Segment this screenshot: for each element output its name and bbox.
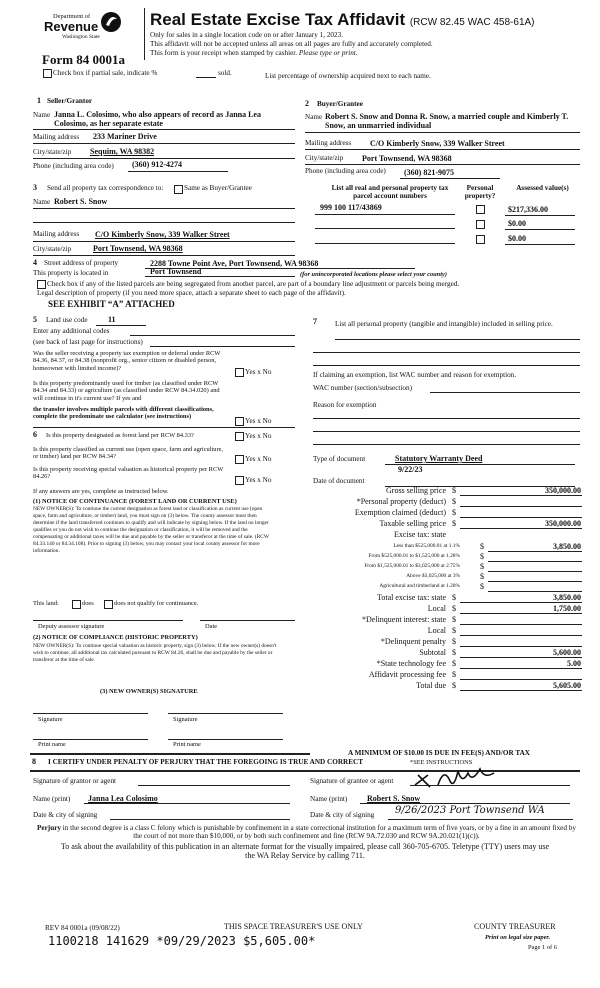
tax-row-dollar: $: [452, 625, 456, 635]
does-label: does: [82, 600, 94, 607]
tax-row-label: Agricultural and timberland at 1.28%: [379, 583, 460, 590]
tax-row-label: Gross selling price: [386, 486, 446, 495]
grantee-signature-icon: [410, 763, 500, 791]
tax-row-line: [488, 551, 582, 552]
seller-city-label: City/state/zip: [33, 148, 72, 156]
personal-property-checkbox[interactable]: [476, 205, 485, 214]
q-timber-bold: the transfer involves multiple parcels with different classifications, complete the predominate use calculator (see instructions): [33, 406, 214, 421]
tax-row-dollar: $: [480, 582, 484, 592]
tax-row-line: [460, 657, 582, 658]
street-label: Street address of property: [44, 259, 119, 267]
tax-row-dollar: $: [452, 636, 456, 646]
section1-num: 1: [37, 96, 41, 105]
header-note2: This affidavit will not be accepted unless all areas on all pages are fully and accurately completed.: [150, 40, 433, 48]
personal-line-3[interactable]: [313, 365, 580, 366]
grantee-print-label: Name (print): [310, 795, 348, 803]
header-note1: Only for sales in a single location code on or after January 1, 2023.: [150, 31, 344, 39]
current-use-yes-no: Yes x No: [245, 455, 272, 463]
additional-codes-label: Enter any additional codes: [33, 327, 110, 335]
grantee-print-value[interactable]: Robert S. Snow: [367, 794, 421, 803]
tax-row-line: [460, 635, 582, 636]
form-number: Form 84 0001a: [42, 52, 126, 67]
corr-name-line: [33, 208, 295, 209]
tax-row-line: [460, 613, 582, 614]
buyer-name-line: [305, 132, 580, 133]
dept-line1: Department of: [53, 13, 91, 20]
tax-row-dollar: $: [480, 572, 484, 582]
note3-text: This form is your receipt when stamped by cashier.: [150, 49, 298, 57]
section3-num: 3: [33, 183, 37, 192]
grantor-date-line[interactable]: [110, 819, 290, 820]
rcw-text: (RCW 82.45 WAC 458-61A): [409, 17, 535, 28]
buyer-heading: Buyer/Grantee: [317, 100, 363, 108]
assessed-value[interactable]: $0.00: [508, 234, 526, 243]
deputy-signature-line[interactable]: [33, 620, 183, 621]
grantor-sig-label: Signature of grantor or agent: [33, 777, 117, 785]
dept-line3: Washington State: [62, 34, 100, 40]
wac-number-label: WAC number (section/subsection): [313, 384, 413, 392]
notice2-title: (2) NOTICE OF COMPLIANCE (HISTORIC PROPERTY): [33, 634, 198, 641]
section8-top-rule: [30, 753, 310, 755]
minimum-due-note: A MINIMUM OF $10.00 IS DUE IN FEE(S) AND/OR TAX: [348, 749, 530, 757]
grantor-print-line: [84, 803, 290, 804]
revenue-logo-icon: [100, 10, 122, 34]
segregated-checkbox[interactable]: [37, 280, 46, 289]
tax-row-label: From $525,000.01 to $1,525,000 at 1.28%: [368, 552, 460, 559]
assessed-value[interactable]: $217,336.00: [508, 205, 548, 214]
tax-row-label: Local: [427, 603, 446, 613]
timber-yes-checkbox[interactable]: [235, 417, 244, 426]
tax-row-value[interactable]: 5.00: [567, 659, 581, 669]
see-last-page: (see back of last page for instructions): [33, 338, 143, 346]
forest-yes-checkbox[interactable]: [235, 432, 244, 441]
notice2-body: NEW OWNER(S): To continue special valuation as historic property, sign (3) below. If the new owner(s) doesn't wish to continue, all additional tax calculated pursuant to RCW 84.26, shall be due and payable by the seller or transferor at the time of sale.: [33, 643, 277, 664]
tax-row-line: [460, 690, 582, 691]
doc-date-value[interactable]: 9/22/23: [398, 465, 423, 474]
wac-exemption-note: If claiming an exemption, list WAC number and reason for exemption.: [313, 371, 517, 379]
parcel-col-assessed: Assessed value(s): [516, 184, 569, 192]
parcel-account-line[interactable]: [315, 228, 455, 229]
see-instructions-note: *SEE INSTRUCTIONS: [410, 759, 473, 766]
partial-sale-label: Check box if partial sale, indicate %: [53, 69, 158, 77]
partial-pct-line[interactable]: [196, 77, 216, 78]
tax-row-line: [460, 668, 582, 669]
seller-name-value[interactable]: Janna L. Colosimo, who also appears of record as Janna Lea Colosimo, as her separate estate: [54, 110, 261, 129]
seller-mailing-line: [33, 143, 295, 144]
tax-row-dollar: $: [452, 670, 456, 680]
seller-mailing-value[interactable]: 233 Mariner Drive: [93, 132, 157, 141]
reason-line-1[interactable]: [313, 418, 580, 419]
owner-print-label-1: Print name: [38, 741, 66, 748]
forest-yes-no: Yes x No: [245, 432, 272, 440]
rev-number: REV 84 0001a (09/08/22): [45, 924, 120, 932]
new-owner-signature-heading: (3) NEW OWNER(S) SIGNATURE: [100, 688, 198, 695]
section5-bottom-line: [33, 427, 295, 428]
tax-row-label: *Delinquent penalty: [380, 636, 446, 646]
if-yes-note: If any answers are yes, complete as instructed below.: [33, 488, 169, 495]
legal-size-note: Print on legal size paper.: [485, 934, 551, 941]
seller-phone-label: Phone (including area code): [33, 162, 114, 170]
tax-row-line: [488, 571, 582, 572]
section4-num: 4: [33, 258, 37, 267]
tax-row-value[interactable]: 350,000.00: [545, 519, 581, 529]
personal-line-1[interactable]: [335, 339, 580, 340]
tax-row-line: [460, 495, 582, 496]
buyer-name-label: Name: [305, 113, 323, 121]
tax-row-dollar: $: [480, 541, 484, 551]
header-note3: [150, 49, 358, 57]
located-value[interactable]: Port Townsend: [150, 267, 202, 276]
section7-num: 7: [313, 317, 317, 326]
historic-yes-no: Yes x No: [245, 476, 272, 484]
same-as-buyer-checkbox[interactable]: [174, 185, 183, 194]
page-number: Page 1 of 6: [528, 944, 557, 951]
tax-row-label: *State technology fee: [376, 659, 446, 669]
legal-description-label: Legal description of property (if you need more space, attach a separate sheet to each page of the affidavit).: [37, 289, 346, 297]
tax-row-value[interactable]: 5,605.00: [553, 681, 581, 691]
buyer-mailing-line: [305, 149, 580, 150]
section6-num: 6: [33, 430, 37, 439]
land-use-line: [96, 325, 146, 326]
corr-name-value[interactable]: Robert S. Snow: [54, 197, 108, 206]
assessed-line: [505, 215, 575, 216]
correspondence-label: Send all property tax correspondence to:: [47, 184, 164, 192]
tax-row-value[interactable]: 5,600.00: [553, 648, 581, 657]
tax-row-dollar: $: [452, 603, 456, 613]
unincorporated-note: (for unincorporated locations please select your county): [300, 271, 447, 278]
parcel-account[interactable]: 999 100 117/43869: [320, 203, 382, 212]
q-historic: Is this property receiving special valuation as historical property per RCW 84.26?: [33, 466, 224, 481]
tax-row-dollar: $: [452, 519, 456, 529]
tax-row-label: Local: [427, 625, 446, 635]
located-line: [145, 276, 295, 277]
buyer-phone-line: [400, 178, 500, 179]
timber-yes-no: Yes x No: [245, 417, 272, 425]
tax-row-line: [460, 646, 582, 647]
historic-yes-checkbox[interactable]: [235, 476, 244, 485]
tax-row-value[interactable]: 1,750.00: [553, 603, 581, 613]
seller-mailing-label: Mailing address: [33, 133, 80, 141]
owner-print-line-2[interactable]: [168, 739, 283, 740]
treasurer-stamp: 1100218 141629 *09/29/2023 $5,605.00*: [48, 934, 316, 948]
parcel-col-accounts: List all real and personal property tax parcel account numbers: [331, 184, 449, 201]
tax-row-label: Taxable selling price: [379, 519, 446, 529]
accessibility-note: To ask about the availability of this publication in an alternate format for the visually impaired, please call 360-705-6705. Teletype (TTY) users may use the WA Relay Service by calling 711.: [60, 842, 550, 861]
perjury-notice: [33, 824, 580, 841]
note3-italic: Please type or print.: [298, 49, 358, 57]
owner-signature-label-1: Signature: [38, 716, 63, 723]
assessed-line: [505, 229, 575, 230]
owner-print-line-1[interactable]: [33, 739, 148, 740]
tax-row-dollar: $: [452, 681, 456, 691]
doc-type-value[interactable]: Statutory Warranty Deed: [395, 454, 483, 463]
personal-property-checkbox[interactable]: [476, 220, 485, 229]
grantor-print-label: Name (print): [33, 795, 71, 803]
grantor-print-value[interactable]: Janna Lea Colosimo: [88, 794, 158, 803]
tax-row-label: Total excise tax: state: [377, 592, 446, 602]
seller-name-label: Name: [33, 111, 51, 119]
reason-line-3[interactable]: [313, 444, 580, 445]
corr-city-label: City/state/zip: [33, 245, 72, 253]
section2-num: 2: [305, 99, 309, 108]
doc-date-label: Date of document: [313, 477, 365, 485]
seller-name-line: [33, 129, 295, 130]
seller-city-value[interactable]: Sequim, WA 98382: [90, 147, 155, 156]
see-last-line: [150, 346, 295, 347]
grantee-print-line: [360, 803, 570, 804]
buyer-phone-label: Phone (including area code): [305, 167, 386, 175]
county-treasurer-label: COUNTY TREASURER: [474, 922, 556, 931]
assessed-line: [505, 244, 575, 245]
seller-city-line: [33, 158, 295, 159]
current-use-yes-checkbox[interactable]: [235, 455, 244, 464]
reason-line-2[interactable]: [313, 431, 580, 432]
tax-row-dollar: $: [452, 592, 456, 602]
personal-property-list-label: [335, 320, 580, 328]
tax-row-label: Exemption claimed (deduct): [354, 508, 446, 518]
owner-print-label-2: Print name: [173, 741, 201, 748]
tax-row-line: [488, 561, 582, 562]
grantee-date-label: Date & city of signing: [310, 811, 375, 819]
buyer-city-value[interactable]: Port Townsend, WA 98368: [362, 154, 452, 163]
exemption-yes-no: Yes x No: [245, 368, 272, 376]
deputy-date-label: Date: [205, 623, 218, 630]
this-land-label: This land:: [33, 600, 59, 607]
treasurer-use-label: THIS SPACE TREASURER'S USE ONLY: [224, 922, 363, 931]
personal-property-checkbox[interactable]: [476, 235, 485, 244]
parcel-col-personal: Personal property?: [464, 184, 496, 201]
tax-row-line: [460, 679, 582, 680]
parcel-account-line[interactable]: [315, 243, 455, 244]
buyer-city-line: [305, 164, 580, 165]
segregated-label: Check box if any of the listed parcels are being segregated from another parcel, are part of a boundary line adjustment or parcels being merged.: [47, 280, 460, 288]
corr-mailing-label: Mailing address: [33, 230, 80, 238]
buyer-phone-value[interactable]: (360) 821-9075: [404, 168, 454, 177]
reason-label: Reason for exemption: [313, 401, 377, 409]
dept-revenue: Revenue: [44, 19, 99, 34]
deputy-date-line[interactable]: [200, 620, 295, 621]
corr-city-line: [33, 255, 295, 256]
located-label: This property is located in: [33, 269, 109, 277]
same-as-buyer-label: Same as Buyer/Grantee: [184, 184, 252, 192]
owner-signature-line-2[interactable]: [168, 713, 283, 714]
perjury-bold: Perjury: [37, 824, 61, 832]
street-value[interactable]: 2288 Towne Point Ave, Port Townsend, WA 98368: [150, 259, 319, 268]
section8-num: 8: [32, 757, 36, 766]
ownership-note: List percentage of ownership acquired next to each name.: [265, 72, 431, 80]
grantee-date-value[interactable]: 9/26/2023 Port Townsend WA: [395, 805, 545, 816]
notice1-title: (1) NOTICE OF CONTINUANCE (FOREST LAND OR CURRENT USE): [33, 498, 237, 505]
exemption-yes-checkbox[interactable]: [235, 368, 244, 377]
tax-row-value[interactable]: 3,850.00: [553, 592, 581, 602]
q-current-use: Is this property classified as current use (open space, farm and agriculture, or timber) land per RCW 84.34?: [33, 446, 224, 461]
q-timber: Is this property predominantly used for timber (as classified under RCW 84.34 and 84.33) or agriculture (as classified under RCW 84.34.020) and will continue in it's current use? If yes and: [33, 380, 220, 402]
corr-name-label: Name: [33, 198, 51, 206]
title-text: Real Estate Excise Tax Affidavit: [150, 10, 406, 29]
tax-row-line: [460, 602, 582, 603]
tax-row-dollar: $: [452, 508, 456, 518]
owner-signature-line-1[interactable]: [33, 713, 148, 714]
tax-row-label: Excise tax: state: [394, 530, 446, 540]
tax-row-dollar: $: [452, 659, 456, 669]
tax-row-dollar: $: [452, 486, 456, 495]
assessed-value[interactable]: $0.00: [508, 219, 526, 228]
tax-row-label: Subtotal: [419, 648, 446, 657]
seller-phone-value[interactable]: (360) 912-4274: [132, 160, 182, 169]
exhibit-text[interactable]: SEE EXHIBIT “A” ATTACHED: [48, 299, 175, 309]
tax-row-value[interactable]: 3,850.00: [553, 541, 581, 551]
tax-row-label: *Delinquent interest: state: [362, 614, 446, 624]
corr-mailing-line: [33, 241, 295, 242]
buyer-city-label: City/state/zip: [305, 154, 344, 162]
corr-mailing-value[interactable]: C/O Kimberly Snow, 339 Walker Street: [95, 230, 230, 239]
corr-city-value[interactable]: Port Townsend, WA 98368: [93, 244, 183, 253]
seller-heading: Seller/Grantor: [47, 97, 93, 105]
notice1-body: NEW OWNER(S): To continue the current designation as forest land or classification as current use (open space, farm and agriculture, or timber) land, you must sign on (3) below. The county assessor must then determine if the land transferred continues to qualify and will indicate by signing below. If the land no longer qualifies or you do not wish to continue the designation or classification, it will be removed and the compensating or additional taxes will be due and payable by the seller or transferor at the time of sale. (RCW 84.33.140 or 84.34.108). Prior to signing (3) below, you may contact your local county assessor for more information.: [33, 506, 269, 555]
parcel-account-line: [315, 214, 455, 215]
tax-row-label: Less than $525,000.01 at 1.1%: [393, 542, 460, 549]
buyer-mailing-value[interactable]: C/O Kimberly Snow, 339 Walker Street: [370, 139, 505, 148]
tax-row-dollar: $: [452, 497, 456, 507]
tax-row-dollar: $: [480, 551, 484, 561]
header-divider: [144, 8, 145, 60]
section5-num: 5: [33, 315, 37, 324]
buyer-mailing-label: Mailing address: [305, 139, 352, 147]
tax-row-label: Above $3,025,000 at 3%: [406, 573, 460, 580]
tax-row-line: [460, 528, 582, 529]
corr-blank-line: [33, 222, 295, 223]
wac-number-line[interactable]: [430, 392, 580, 393]
does-not-label: does not qualify for continuance.: [114, 600, 199, 607]
tax-row-line: [460, 506, 582, 507]
tax-row-line: [488, 581, 582, 582]
tax-row-dollar: $: [452, 614, 456, 624]
doc-type-label: Type of document: [313, 455, 366, 463]
deputy-label: Deputy assessor signature: [38, 623, 105, 630]
buyer-name-value[interactable]: Robert S. Snow and Donna R. Snow, a married couple and Kimberly T. Snow, an unmarried individual: [325, 112, 569, 131]
tax-row-label: *Personal property (deduct): [356, 497, 446, 507]
tax-row-line: [460, 624, 582, 625]
perjury-text: in the second degree is a class C felony which is punishable by confinement in a state correctional institution for a maximum term of five years, or by a fine in an amount fixed by the court of not more than $10,000, or by both such confinement and fine (RCW 9A.72.030 and RCW 9A.20.021(1)(c)).: [62, 824, 576, 841]
land-use-value[interactable]: 11: [108, 315, 116, 324]
additional-codes-line[interactable]: [130, 335, 295, 336]
grantee-date-line: [388, 819, 573, 820]
tax-row-dollar: $: [452, 648, 456, 657]
partial-sale-checkbox[interactable]: [43, 69, 52, 78]
tax-row-label: Affidavit processing fee: [368, 670, 446, 680]
tax-row-dollar: $: [480, 561, 484, 571]
tax-row-line: [460, 517, 582, 518]
grantee-sig-label: Signature of grantee or agent: [310, 777, 394, 785]
certify-text: I CERTIFY UNDER PENALTY OF PERJURY THAT THE FOREGOING IS TRUE AND CORRECT: [48, 758, 363, 766]
land-use-label: Land use code: [46, 316, 88, 324]
personal-line-2[interactable]: [313, 352, 580, 353]
form-title: [150, 10, 535, 30]
tax-row-value[interactable]: 350,000.00: [545, 486, 581, 495]
does-checkbox[interactable]: [72, 600, 81, 609]
seller-phone-line: [128, 171, 228, 172]
section7-text: List all personal property (tangible and intangible) included in selling price.: [335, 320, 553, 328]
q-exemption: Was the seller receiving a property tax exemption or deferral under RCW 84.36, 84.37, or 84.38 (nonprofit org., senior citizen or disabled person, homeowner with limited income)?: [33, 350, 221, 372]
grantor-date-label: Date & city of signing: [33, 811, 98, 819]
q-forest: Is this property designated as forest land per RCW 84.33?: [46, 432, 194, 439]
does-not-checkbox[interactable]: [104, 600, 113, 609]
tax-row-label: Total due: [416, 681, 446, 691]
owner-signature-label-2: Signature: [173, 716, 198, 723]
sold-label: sold.: [218, 69, 232, 77]
tax-row-label: From $1,525,000.01 to $3,025,000 at 2.75%: [364, 562, 460, 569]
grantor-sig-line[interactable]: [138, 785, 290, 786]
